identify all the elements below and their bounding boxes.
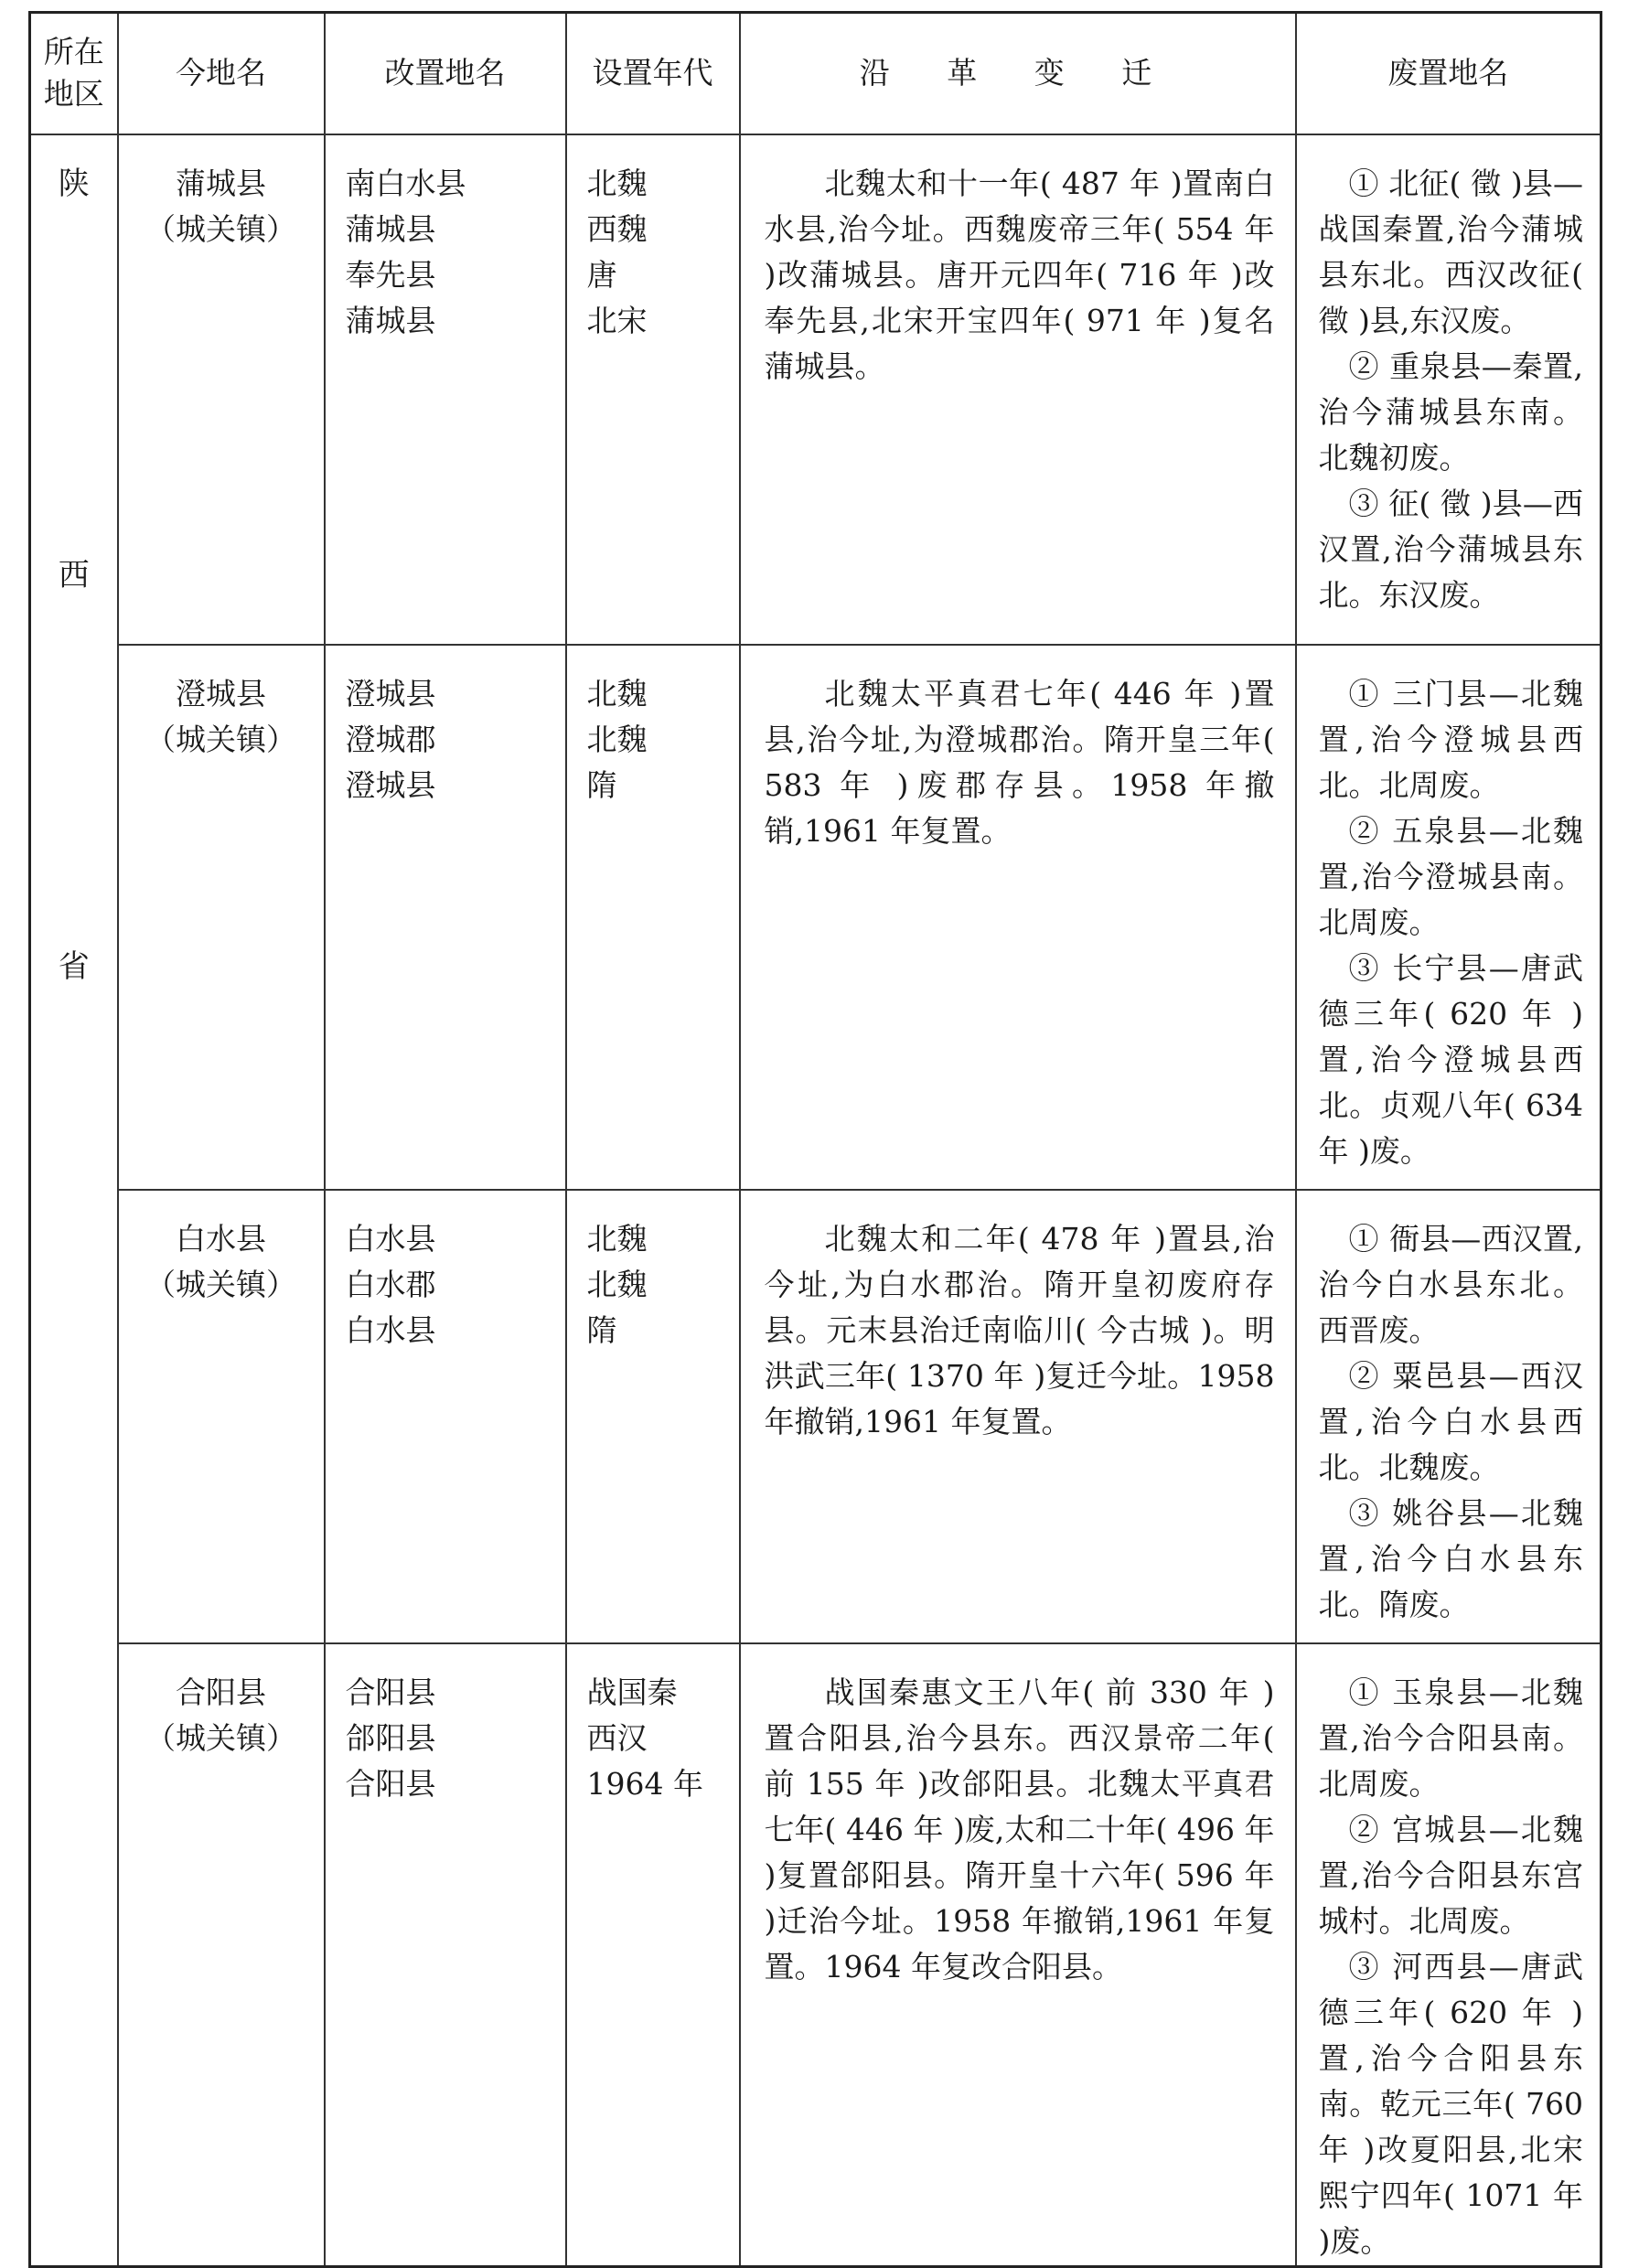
region-char: 陕 — [58, 165, 90, 202]
current-seat: （城关镇） — [145, 721, 296, 757]
current-seat: （城关镇） — [145, 210, 296, 247]
history-text: 北魏太和二年( 478 年 )置县,治今址,为白水郡治。隋开皇初废府存县。元末县治迁南临川( 今古城 )。明洪武三年( 1370 年 )复迁今址。1958 年撤销,1961 年复置。 — [764, 1220, 1275, 1439]
renamed-name: 郃阳县 — [345, 1719, 436, 1756]
renamed-name: 澄城县 — [345, 675, 436, 711]
abolished-entry: ① 北征( 徵 )县—战国秦置,治今蒲城县东北。西汉改征( 徵 )县,东汉废。 — [1318, 165, 1583, 338]
renamed-names-cell — [325, 134, 566, 645]
current-name: 蒲城县 — [176, 165, 266, 201]
era-cell — [566, 645, 740, 1190]
gazetteer-table — [28, 11, 1602, 2268]
era: 唐 — [586, 256, 617, 293]
current-seat: （城关镇） — [145, 1719, 296, 1756]
era-cell — [566, 134, 740, 645]
abolished-entry: ① 衙县—西汉置,治今白水县东北。西晋废。 — [1318, 1220, 1583, 1348]
era: 北魏 — [586, 1266, 648, 1302]
current-name: 合阳县 — [176, 1674, 266, 1710]
abolished-entry: ② 重泉县—秦置,治今蒲城县东南。北魏初废。 — [1318, 348, 1583, 476]
current-seat: （城关镇） — [145, 1266, 296, 1302]
history-cell — [740, 1190, 1296, 1643]
renamed-name: 奉先县 — [345, 256, 436, 293]
renamed-name: 白水郡 — [345, 1266, 436, 1302]
abolished-entry: ③ 长宁县—唐武德三年( 620 年 )置,治今澄城县西北。贞观八年( 634 年 )废。 — [1318, 949, 1583, 1169]
era: 北宋 — [586, 302, 648, 338]
current-name: 白水县 — [176, 1220, 266, 1257]
history-cell — [740, 134, 1296, 645]
header-region-line2: 地区 — [43, 76, 104, 112]
era-cell — [566, 1643, 740, 2267]
region-char: 西 — [58, 556, 90, 594]
table-row — [30, 645, 1601, 1190]
abolished-entry: ③ 姚谷县—北魏置,治今白水县东北。隋废。 — [1318, 1494, 1583, 1622]
history-cell — [740, 1643, 1296, 2267]
header-history-label: 沿 革 变 迁 — [859, 55, 1176, 91]
header-history — [740, 13, 1296, 134]
abolished-entry: ② 粟邑县—西汉置,治今白水县西北。北魏废。 — [1318, 1357, 1583, 1485]
renamed-name: 蒲城县 — [345, 210, 436, 247]
abolished-cell — [1296, 134, 1601, 645]
table-row — [30, 1190, 1601, 1643]
era: 隋 — [586, 1311, 617, 1348]
abolished-entry: ② 五泉县—北魏置,治今澄城县南。北周废。 — [1318, 812, 1583, 940]
header-established-era: 设置年代 — [566, 13, 740, 134]
renamed-name: 澄城县 — [345, 766, 436, 803]
header-abolished-name: 废置地名 — [1296, 13, 1601, 134]
abolished-entry: ③ 征( 徵 )县—西汉置,治今蒲城县东北。东汉废。 — [1318, 485, 1583, 613]
current-name: 澄城县 — [176, 675, 266, 711]
renamed-name: 合阳县 — [345, 1765, 436, 1802]
history-text: 北魏太平真君七年( 446 年 )置县,治今址,为澄城郡治。隋开皇三年( 583 年 )废郡存县。1958 年撤销,1961 年复置。 — [764, 675, 1275, 849]
history-text: 北魏太和十一年( 487 年 )置南白水县,治今址。西魏废帝三年( 554 年 )改蒲城县。唐开元四年( 716 年 )改奉先县,北宋开宝四年( 971 年 )复名蒲城县。 — [764, 165, 1275, 384]
abolished-entry: ① 三门县—北魏置,治今澄城县西北。北周废。 — [1318, 675, 1583, 803]
renamed-name: 合阳县 — [345, 1674, 436, 1710]
current-name-cell — [118, 1190, 325, 1643]
header-current-name: 今地名 — [118, 13, 325, 134]
table-row — [30, 134, 1601, 645]
era: 西汉 — [586, 1719, 648, 1756]
era: 北魏 — [586, 1220, 648, 1257]
era-cell — [566, 1190, 740, 1643]
renamed-name: 蒲城县 — [345, 302, 436, 338]
era: 北魏 — [586, 675, 648, 711]
era: 战国秦 — [586, 1674, 678, 1710]
era: 西魏 — [586, 210, 648, 247]
history-cell — [740, 645, 1296, 1190]
region-cell — [30, 134, 118, 2267]
abolished-entry: ① 玉泉县—北魏置,治今合阳县南。北周废。 — [1318, 1674, 1583, 1802]
era: 北魏 — [586, 165, 648, 201]
region-char: 省 — [58, 947, 90, 985]
era: 1964 年 — [586, 1765, 703, 1802]
abolished-cell — [1296, 1643, 1601, 2267]
abolished-entry: ② 宫城县—北魏置,治今合阳县东宫城村。北周废。 — [1318, 1811, 1583, 1939]
header-renamed-name: 改置地名 — [325, 13, 566, 134]
header-region — [30, 13, 118, 134]
abolished-cell — [1296, 645, 1601, 1190]
table-row — [30, 1643, 1601, 2267]
current-name-cell — [118, 645, 325, 1190]
abolished-entry: ③ 河西县—唐武德三年( 620 年 )置,治今合阳县东南。乾元三年( 760 年 )改夏阳县,北宋熙宁四年( 1071 年 )废。 — [1318, 1948, 1583, 2259]
renamed-name: 白水县 — [345, 1220, 436, 1257]
renamed-names-cell — [325, 1643, 566, 2267]
renamed-names-cell — [325, 645, 566, 1190]
renamed-name: 白水县 — [345, 1311, 436, 1348]
header-region-line1: 所在 — [43, 34, 104, 70]
renamed-names-cell — [325, 1190, 566, 1643]
abolished-cell — [1296, 1190, 1601, 1643]
history-text: 战国秦惠文王八年( 前 330 年 )置合阳县,治今县东。西汉景帝二年( 前 155 年 )改郃阳县。北魏太平真君七年( 446 年 )废,太和二十年( 496 年 )复置郃阳县。隋开皇十六年( 596 年 )迁治今址。1958 年撤销,1961 年复置。1964 年复改合阳县。 — [764, 1674, 1275, 1984]
header-row — [30, 13, 1601, 134]
renamed-name: 南白水县 — [345, 165, 466, 201]
era: 北魏 — [586, 721, 648, 757]
era: 隋 — [586, 766, 617, 803]
renamed-name: 澄城郡 — [345, 721, 436, 757]
current-name-cell — [118, 134, 325, 645]
gazetteer-page — [28, 11, 1600, 2259]
current-name-cell — [118, 1643, 325, 2267]
